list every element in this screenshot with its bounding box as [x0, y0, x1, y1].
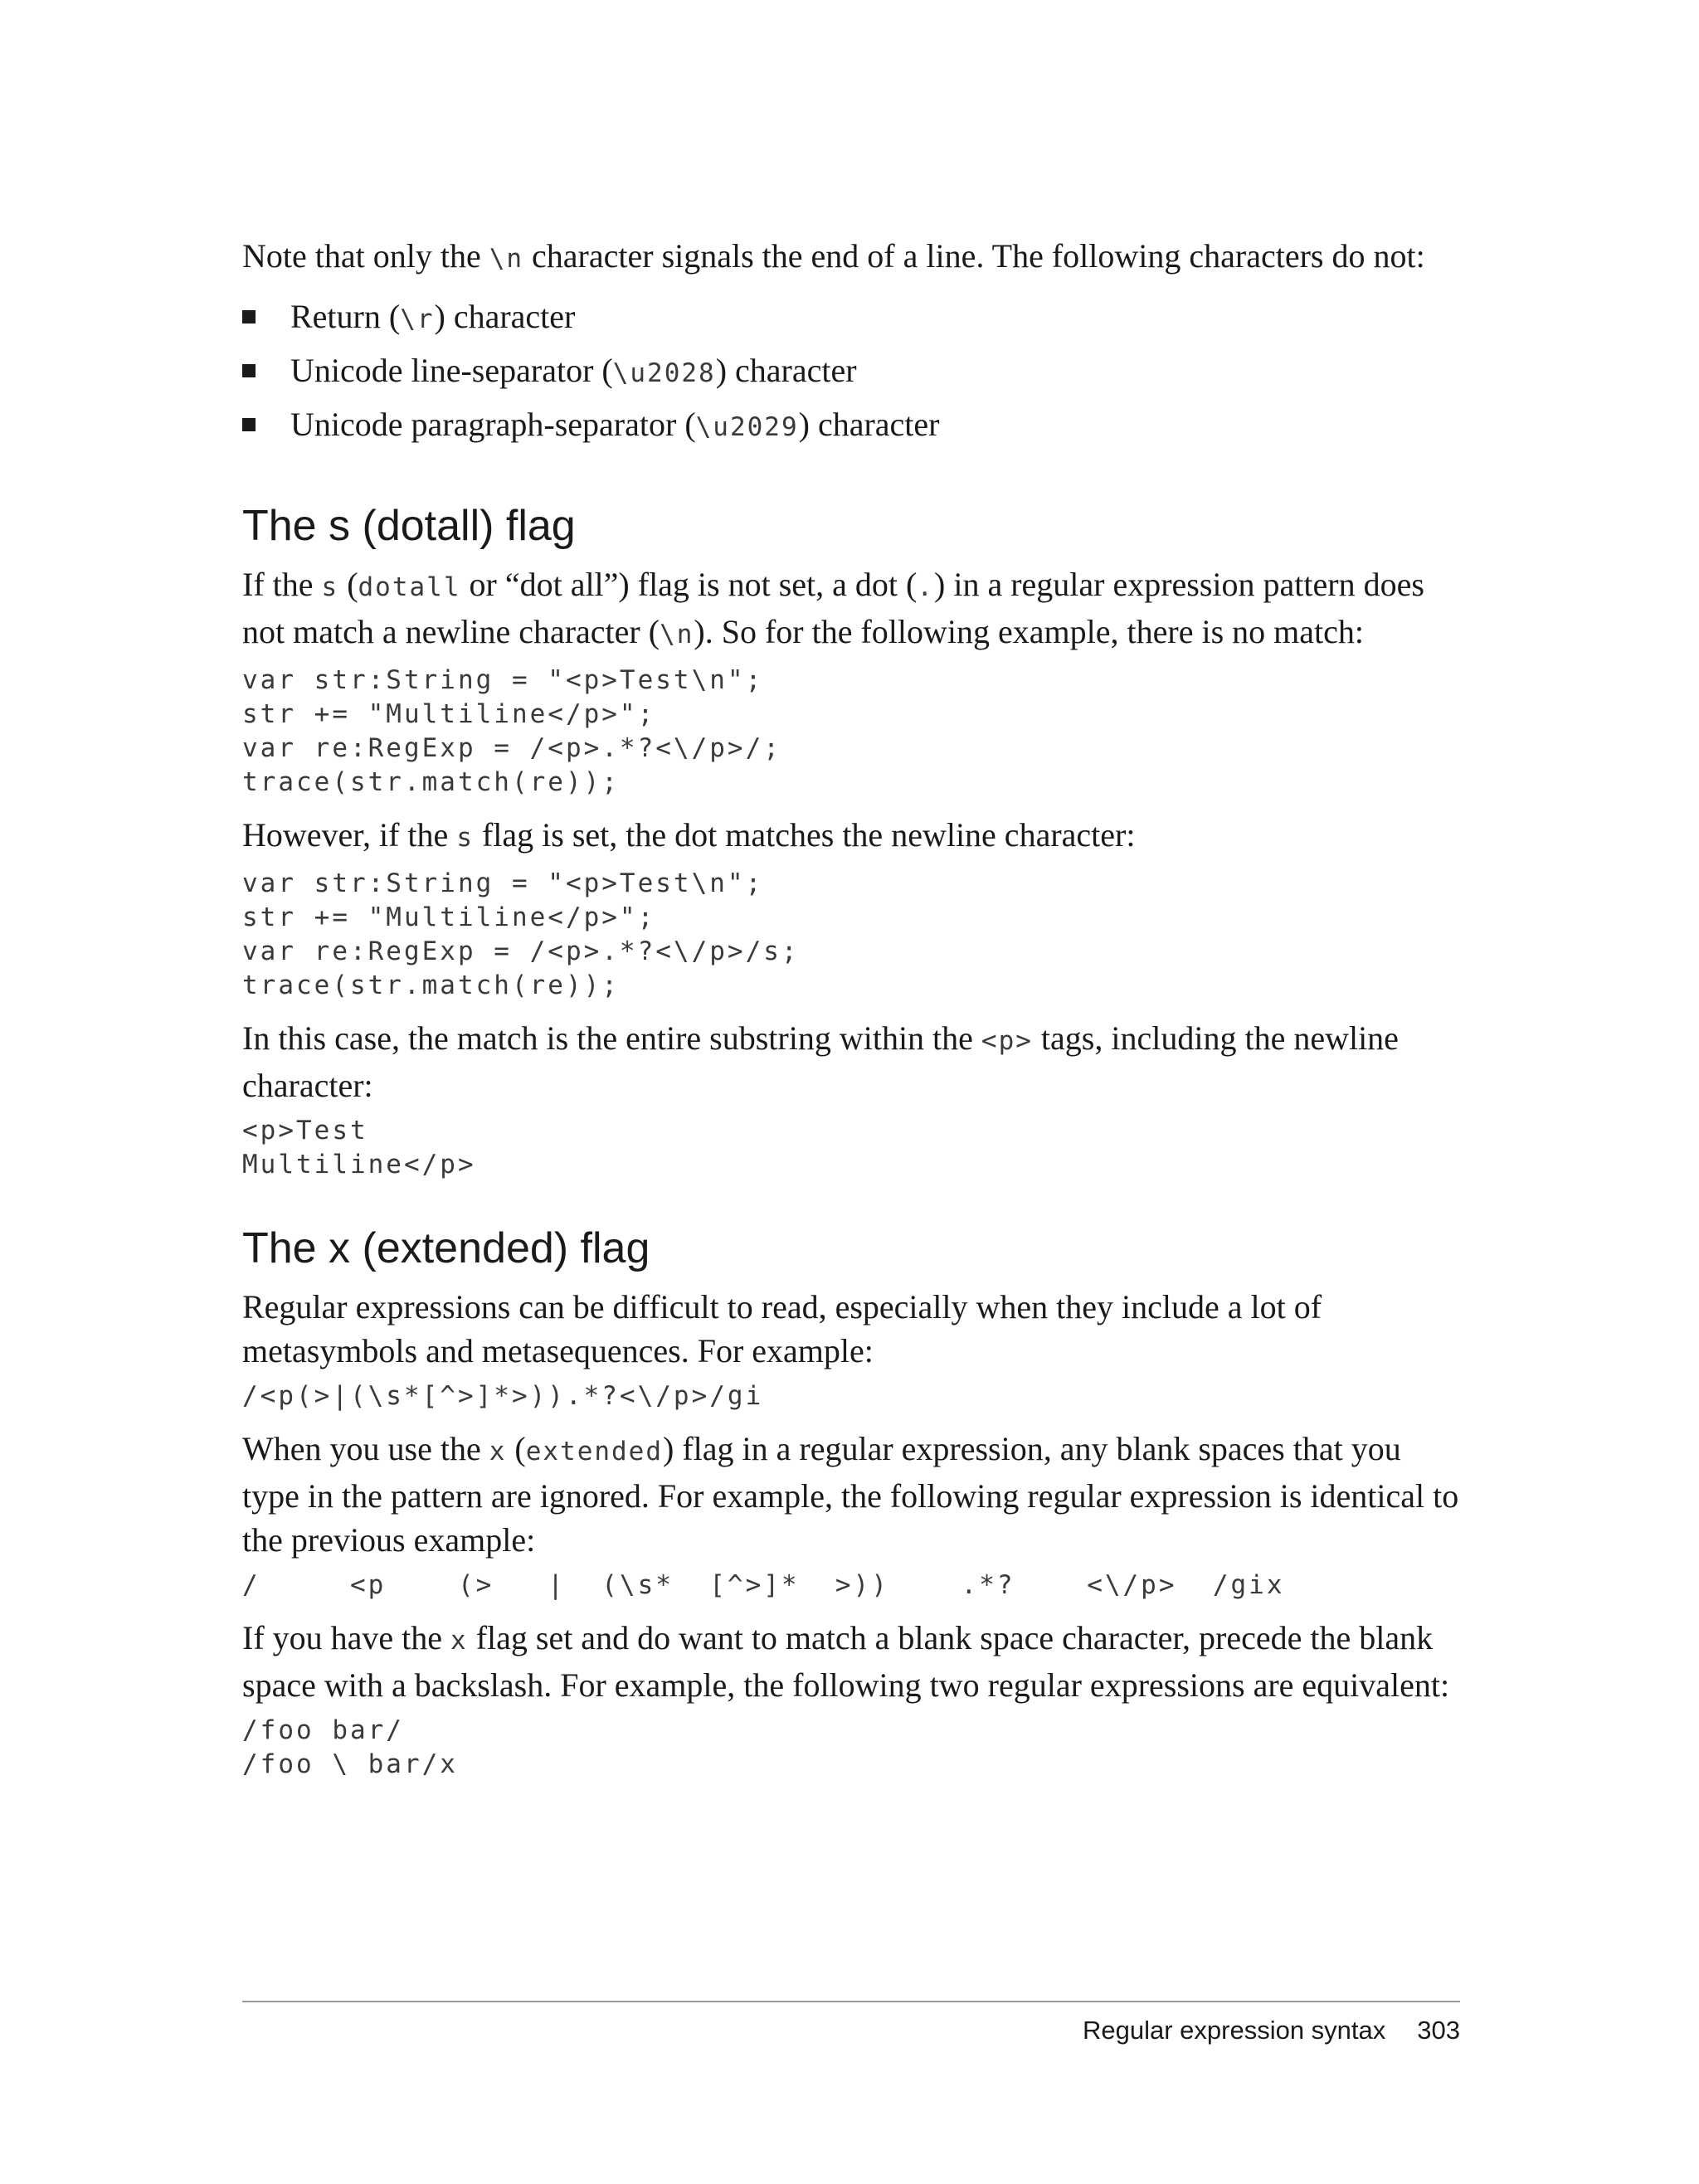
footer-section-title: Regular expression syntax [1082, 2016, 1386, 2045]
code-block-no-dotall: var str:String = "<p>Test\n"; str += "Multiline</p>"; var re:RegExp = /<p>.*?<\/p>/; trace(str.match(re)); [242, 665, 781, 797]
text: When you use the [242, 1430, 489, 1467]
text: ) flag in a regular expression, any blank spaces that you type in the pattern are ignored. For example, the following regular expression is identical to the previous example: [242, 1430, 1459, 1559]
text: ). So for the following example, there is no match: [694, 613, 1364, 650]
text: However, if the [242, 816, 457, 854]
text: flag is set, the dot matches the newline character: [473, 816, 1136, 854]
page-content [242, 234, 1460, 1782]
page-footer [1083, 2014, 1460, 2047]
code-block-blank-space: /foo bar/ /foo \ bar/x [242, 1715, 458, 1779]
text: tags, including the newline character: [242, 1019, 1399, 1104]
square-bullet-icon [242, 418, 256, 431]
dotall-paragraph-2 [242, 813, 1460, 860]
text: ( [506, 1430, 526, 1467]
extended-paragraph-3 [242, 1616, 1460, 1707]
inline-code: . [917, 572, 935, 602]
dotall-paragraph-1 [242, 562, 1460, 657]
bullet-text-post: ) character [715, 352, 857, 389]
intro-text-1: Note that only the [242, 237, 489, 275]
bullet-code: \r [400, 304, 435, 334]
text: flag set and do want to match a blank space character, precede the blank space with a backslash. For example, the following two regular expressions are equivalent: [242, 1619, 1450, 1704]
list-item [242, 345, 1460, 399]
inline-code: extended [525, 1437, 664, 1467]
extended-paragraph-1: Regular expressions can be difficult to read, especially when they include a lot of metasymbols and metasequences. For example: [242, 1288, 1322, 1369]
page-number: 303 [1417, 2016, 1460, 2045]
inline-code: x [450, 1626, 468, 1656]
bullet-code: \u2029 [695, 412, 799, 442]
text: In this case, the match is the entire substring within the [242, 1019, 981, 1057]
inline-code: dotall [358, 572, 461, 602]
text: If the [242, 566, 322, 603]
inline-code: x [489, 1437, 507, 1467]
bullet-text-pre: Unicode paragraph-separator ( [290, 406, 696, 443]
inline-code: s [321, 572, 339, 602]
list-item [242, 399, 1460, 453]
code-block-regex-example: /<p(>|(\s*[^>]*>)).*?<\/p>/gi [242, 1381, 764, 1411]
intro-text-2: character signals the end of a line. The following characters do not: [523, 237, 1425, 275]
text: ) in a regular expression pattern does not match a newline character ( [242, 566, 1424, 650]
line-char-list [242, 291, 1460, 453]
inline-code: s [456, 823, 474, 853]
code-block-extended-regex: / <p (> | (\s* [^>]* >)) .*? <\/p> /gix [242, 1570, 1285, 1600]
bullet-text-post: ) character [798, 406, 940, 443]
dotall-heading: The s (dotall) flag [242, 502, 576, 550]
extended-paragraph-2 [242, 1427, 1460, 1562]
inline-code: <p> [981, 1026, 1033, 1056]
bullet-text-pre: Unicode line-separator ( [290, 352, 613, 389]
footer-divider [242, 2001, 1460, 2002]
intro-code-newline: \n [489, 244, 524, 274]
dotall-paragraph-3 [242, 1016, 1460, 1107]
extended-heading: The x (extended) flag [242, 1224, 650, 1272]
intro-paragraph [242, 234, 1460, 281]
text: or “dot all”) flag is not set, a dot ( [460, 566, 918, 603]
square-bullet-icon [242, 310, 256, 323]
code-block-match-result: <p>Test Multiline</p> [242, 1116, 476, 1180]
bullet-text-pre: Return ( [290, 298, 401, 335]
bullet-text-post: ) character [434, 298, 576, 335]
inline-code: \n [660, 620, 694, 649]
bullet-code: \u2028 [612, 358, 716, 388]
text: ( [338, 566, 358, 603]
text: If you have the [242, 1619, 451, 1656]
list-item [242, 291, 1460, 345]
square-bullet-icon [242, 364, 256, 377]
code-block-dotall: var str:String = "<p>Test\n"; str += "Multiline</p>"; var re:RegExp = /<p>.*?<\/p>/s; trace(str.match(re)); [242, 868, 800, 1000]
